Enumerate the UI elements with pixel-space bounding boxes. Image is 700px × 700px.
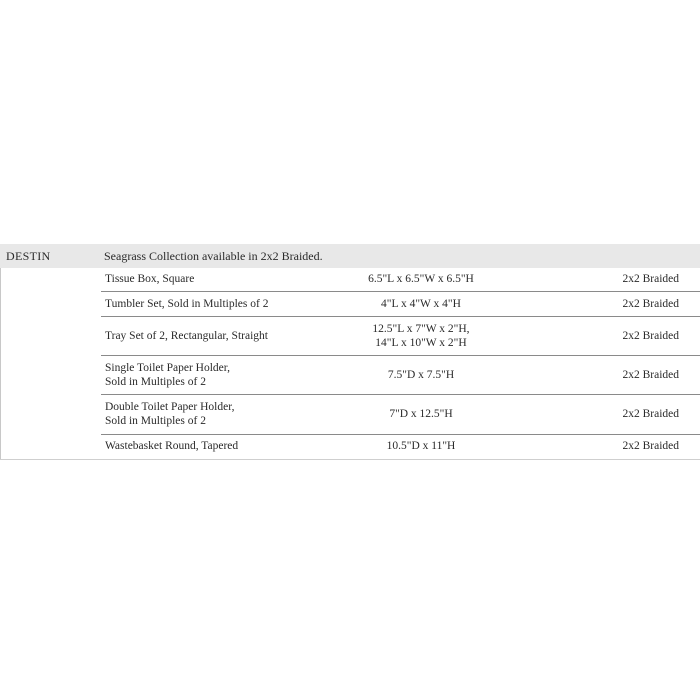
collection-name: DESTIN bbox=[6, 249, 51, 263]
item-name: Double Toilet Paper Holder, Sold in Multiples of 2 bbox=[105, 401, 235, 427]
item-name: Tissue Box, Square bbox=[105, 273, 195, 285]
table-row bbox=[101, 292, 700, 317]
item-name: Tumbler Set, Sold in Multiples of 2 bbox=[105, 298, 269, 310]
item-dimensions: 12.5"L x 7"W x 2"H, 14"L x 10"W x 2"H bbox=[372, 323, 470, 349]
item-material: 2x2 Braided bbox=[622, 330, 679, 342]
collection-table bbox=[0, 244, 700, 459]
item-name: Wastebasket Round, Tapered bbox=[105, 440, 239, 452]
item-dimensions: 6.5"L x 6.5"W x 6.5"H bbox=[368, 273, 474, 285]
collection-note: Seagrass Collection available in 2x2 Braided. bbox=[104, 249, 323, 263]
item-material: 2x2 Braided bbox=[622, 273, 679, 285]
item-name: Tray Set of 2, Rectangular, Straight bbox=[105, 330, 268, 342]
table-row bbox=[101, 435, 700, 459]
item-dimensions: 7"D x 12.5"H bbox=[389, 408, 453, 420]
table-row bbox=[101, 268, 700, 292]
item-material: 2x2 Braided bbox=[622, 369, 679, 381]
item-dimensions: 7.5"D x 7.5"H bbox=[387, 369, 455, 381]
table-row bbox=[101, 356, 700, 395]
table-row bbox=[101, 395, 700, 435]
item-material: 2x2 Braided bbox=[622, 440, 679, 452]
item-material: 2x2 Braided bbox=[622, 298, 679, 310]
item-name: Single Toilet Paper Holder, Sold in Multiples of 2 bbox=[105, 362, 231, 388]
table-row bbox=[101, 317, 700, 356]
collection-header-row bbox=[0, 244, 700, 268]
item-material: 2x2 Braided bbox=[622, 408, 679, 420]
item-rows bbox=[0, 268, 700, 459]
item-dimensions: 10.5"D x 11"H bbox=[386, 440, 456, 452]
item-dimensions: 4"L x 4"W x 4"H bbox=[381, 298, 461, 310]
table-bottom-rule bbox=[0, 459, 700, 460]
